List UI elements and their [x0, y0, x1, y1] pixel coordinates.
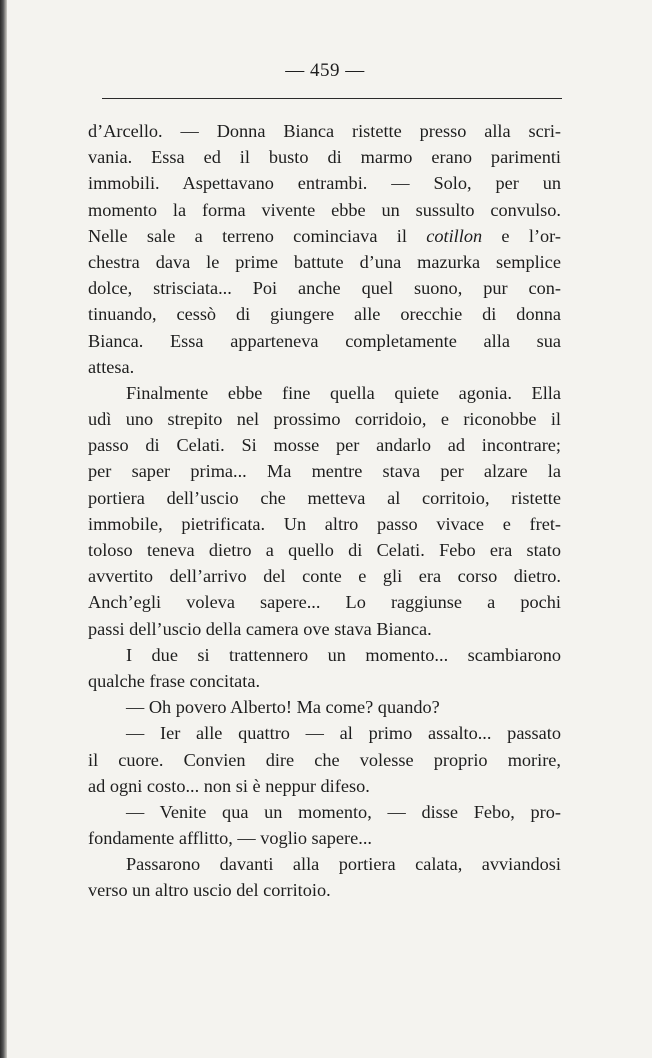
text-line — [88, 747, 561, 773]
text-segment: Finalmente ebbe fine quella quiete agonia. Ella — [126, 382, 561, 403]
binding-edge — [0, 0, 7, 1058]
text-line — [88, 720, 561, 746]
text-line — [88, 537, 561, 563]
text-line — [88, 275, 561, 301]
text-segment: d’Arcello. — Donna Bianca ristette presso alla scri- — [88, 121, 561, 141]
text-segment: vania. Essa ed il busto di marmo erano parimenti — [88, 147, 561, 168]
text-segment: fondamente afflitto, — voglio sapere... — [88, 828, 372, 849]
text-segment: I due si trattennero un momento... scambiarono — [126, 644, 561, 665]
text-line — [88, 328, 561, 354]
text-segment: Passarono davanti alla portiera calata, avviandosi — [126, 854, 561, 875]
text-segment: passi dell’uscio della camera ove stava Bianca. — [88, 618, 432, 639]
text-line — [88, 589, 561, 615]
text-line — [88, 301, 561, 327]
text-line — [88, 877, 561, 903]
text-segment: qualche frase concitata. — [88, 670, 261, 691]
text-line — [88, 144, 561, 170]
text-line — [88, 616, 561, 642]
text-segment: momento la forma vivente ebbe un sussulto convulso. — [88, 199, 561, 220]
text-segment: — Oh povero Alberto! Ma come? quando? — [126, 697, 440, 718]
text-segment: immobile, pietrificata. Un altro passo vivace e fret- — [88, 513, 561, 534]
text-line — [88, 380, 561, 406]
text-line — [88, 118, 561, 144]
text-line — [88, 668, 561, 694]
text-segment: Anch’egli voleva sapere... Lo raggiunse a pochi — [88, 592, 561, 613]
text-segment: attesa. — [88, 356, 135, 377]
text-segment: portiera dell’uscio che metteva al corritoio, ristette — [88, 487, 561, 508]
text-line — [88, 197, 561, 223]
text-line — [88, 170, 561, 196]
text-segment: ad ogni costo... non si è neppur difeso. — [88, 775, 370, 796]
page-number: — 459 — — [285, 60, 365, 81]
text-segment: e l’or- — [482, 225, 561, 246]
text-line — [88, 223, 561, 249]
text-segment: Bianca. Essa apparteneva completamente alla sua — [88, 330, 561, 351]
italic-word: cotillon — [426, 225, 483, 246]
text-segment: Nelle sale a terreno cominciava il — [88, 225, 427, 246]
text-line — [88, 773, 561, 799]
text-segment: verso un altro uscio del corritoio. — [88, 880, 331, 901]
text-line — [88, 432, 561, 458]
text-segment: chestra dava le prime battute d’una mazurka semplice — [88, 251, 561, 272]
text-line — [88, 694, 561, 720]
text-line — [88, 851, 561, 877]
text-line — [88, 406, 561, 432]
text-segment: passo di Celati. Si mosse per andarlo ad incontrare; — [88, 435, 561, 456]
text-line — [88, 825, 561, 851]
text-segment: avvertito dell’arrivo del conte e gli era corso dietro. — [88, 566, 561, 587]
body-text — [88, 118, 561, 904]
text-segment: immobili. Aspettavano entrambi. — Solo, per un — [88, 173, 561, 194]
text-line — [88, 563, 561, 589]
text-segment: toloso teneva dietro a quello di Celati. Febo era stato — [88, 540, 561, 560]
text-segment: udì uno strepito nel prossimo corridoio, e riconobbe il — [88, 409, 561, 430]
text-segment: — Ier alle quattro — al primo assalto... passato — [126, 723, 561, 744]
text-segment: dolce, strisciata... Poi anche quel suono, pur con- — [88, 278, 561, 299]
text-line — [88, 458, 561, 484]
header-rule — [102, 98, 562, 99]
text-line — [88, 249, 561, 275]
text-line — [88, 354, 561, 380]
text-line — [88, 485, 561, 511]
text-segment: tinuando, cessò di giungere alle orecchie di donna — [88, 304, 561, 325]
text-segment: per saper prima... Ma mentre stava per alzare la — [88, 461, 561, 482]
text-segment: — Venite qua un momento, — disse Febo, pro- — [126, 801, 561, 822]
text-line — [88, 642, 561, 668]
text-segment: il cuore. Convien dire che volesse proprio morire, — [88, 749, 561, 770]
text-line — [88, 799, 561, 825]
text-line — [88, 511, 561, 537]
